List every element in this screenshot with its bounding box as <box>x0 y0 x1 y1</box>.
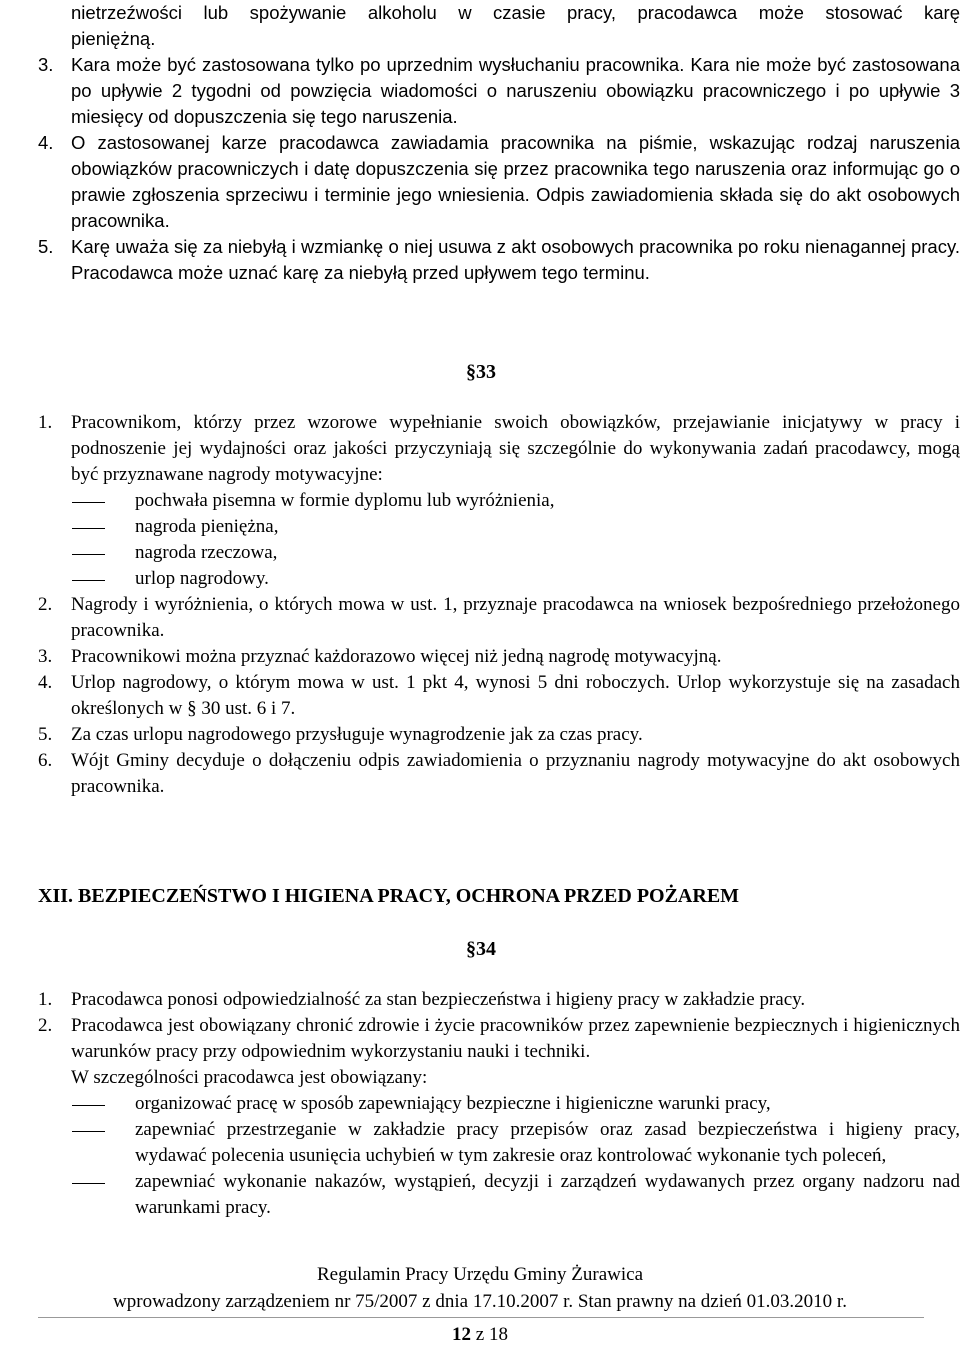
item-number: 4. <box>38 672 53 693</box>
list-item <box>38 644 960 670</box>
item-text: Nagrody i wyróżnienia, o których mowa w ust. 1, przyznaje pracodawca na wniosek bezpośredniego przełożonego pracownika. <box>71 594 960 641</box>
award-item <box>72 488 960 514</box>
continued-line-2: pieniężną. <box>71 28 156 49</box>
item-text: Karę uważa się za niebyłą i wzmiankę o niej usuwa z akt osobowych pracownika po roku nienagannej pracy. Pracodawca może uznać karę za niebyłą przed upływem tego terminu. <box>71 236 960 283</box>
list-item <box>38 670 960 722</box>
item-text <box>71 1013 960 1091</box>
duty-text: organizować pracę w sposób zapewniający bezpieczne i higieniczne warunki pracy, <box>135 1093 771 1114</box>
list-item <box>38 1013 960 1091</box>
duty-item <box>72 1169 960 1221</box>
footer-subtitle: wprowadzony zarządzeniem nr 75/2007 z dnia 17.10.2007 r. Stan prawny na dzień 01.03.2010 r. <box>113 1291 847 1312</box>
item-number: 3. <box>38 54 54 75</box>
dash-marker <box>72 1169 135 1195</box>
page-total: 18 <box>488 1324 508 1345</box>
page-separator: z <box>475 1324 485 1345</box>
duties-list <box>72 1091 960 1221</box>
dash-marker <box>72 566 135 592</box>
item-number: 2. <box>38 594 53 615</box>
award-text: urlop nagrodowy. <box>135 568 269 589</box>
awards-list <box>72 488 960 592</box>
award-text: pochwała pisemna w formie dyplomu lub wyróżnienia, <box>135 490 555 511</box>
item-number: 1. <box>38 412 53 433</box>
item-text: Wójt Gminy decyduje o dołączeniu odpis zawiadomienia o przyznaniu nagrody motywacyjne do akt osobowych pracownika. <box>71 750 960 797</box>
item-number: 6. <box>38 750 53 771</box>
award-text: nagroda rzeczowa, <box>135 542 278 563</box>
item-text-part: Pracodawca jest obowiązany chronić zdrowie i życie pracowników przez zapewnienie bezpiecznych i higienicznych warunków pracy przy odpowiednim wykorzystaniu nauki i techniki. <box>71 1015 960 1062</box>
footer-title: Regulamin Pracy Urzędu Gminy Żurawica <box>316 1264 644 1285</box>
dash-marker <box>72 1091 135 1117</box>
item-number: 4. <box>38 132 54 153</box>
award-text: nagroda pieniężna, <box>135 516 279 537</box>
continued-text <box>38 0 960 26</box>
item-text: Za czas urlopu nagrodowego przysługuje wynagrodzenie jak za czas pracy. <box>71 724 643 745</box>
item-text: Pracownikom, którzy przez wzorowe wypełnianie swoich obowiązków, przejawianie inicjatywy w pracy i podnoszenie jej wydajności oraz jakości przyczyniają się szczególnie do wykonywania zadań pracodawcy, mogą być przyznawane nagrody motywacyjne: <box>71 412 960 485</box>
page-current: 12 <box>452 1324 472 1345</box>
award-item <box>72 514 960 540</box>
dash-marker <box>72 488 135 514</box>
list-item <box>38 234 960 286</box>
item-text: Pracodawca ponosi odpowiedzialność za stan bezpieczeństwa i higieny pracy w zakładzie pracy. <box>71 989 806 1010</box>
continued-text-2 <box>38 26 960 52</box>
list-item <box>38 52 960 130</box>
section-heading-33: §33 <box>466 361 496 383</box>
item-text: Urlop nagrodowy, o którym mowa w ust. 1 pkt 4, wynosi 5 dni roboczych. Urlop wykorzystuje się na zasadach określonych w § 30 ust. 6 i 7. <box>71 672 960 719</box>
duty-text: zapewniać wykonanie nakazów, wystąpień, decyzji i zarządzeń wydawanych przez organy nadzoru nad warunkami pracy. <box>135 1171 960 1218</box>
item-text: O zastosowanej karze pracodawca zawiadamia pracownika na piśmie, wskazując rodzaj naruszenia obowiązków pracowniczych i datę dopuszczenia się przez pracownika tego naruszenia oraz informując go o prawie zgłoszenia sprzeciwu i terminie jego wniesienia. Odpis zawiadomienia składa się do akt osobowych pracownika. <box>71 132 960 231</box>
duty-item <box>72 1091 960 1117</box>
dash-marker <box>72 514 135 540</box>
continued-list <box>38 0 960 286</box>
item-number: 2. <box>38 1015 53 1036</box>
item-text: Kara może być zastosowana tylko po uprzednim wysłuchaniu pracownika. Kara nie może być zastosowana po upływie 2 tygodni od powzięcia wiadomości o naruszeniu obowiązku pracowniczego i po upływie 3 miesięcy od dopuszczenia się tego naruszenia. <box>71 54 960 127</box>
duty-text: zapewniać przestrzeganie w zakładzie pracy przepisów oraz zasad bezpieczeństwa i higieny pracy, wydawać polecenia usunięcia uchybień w tym zakresie oraz kontrolować wykonanie tych poleceń, <box>135 1119 960 1166</box>
duty-item <box>72 1117 960 1169</box>
list-item <box>38 748 960 800</box>
award-item <box>72 566 960 592</box>
page-number <box>0 1322 960 1348</box>
dash-marker <box>72 540 135 566</box>
award-item <box>72 540 960 566</box>
item-number: 3. <box>38 646 53 667</box>
list-item <box>38 130 960 234</box>
item-number: 5. <box>38 236 54 257</box>
section-34-list <box>38 987 960 1221</box>
item-number: 5. <box>38 724 53 745</box>
dash-marker <box>72 1117 135 1143</box>
chapter-heading: XII. BEZPIECZEŃSTWO I HIGIENA PRACY, OCHRONA PRZED POŻAREM <box>38 885 740 907</box>
item-number: 1. <box>38 989 53 1010</box>
item-text: Pracownikowi można przyznać każdorazowo więcej niż jedną nagrodę motywacyjną. <box>71 646 722 667</box>
section-heading-34: §34 <box>466 938 496 960</box>
list-item <box>38 987 960 1013</box>
list-item <box>38 722 960 748</box>
section-33-list <box>38 410 960 800</box>
item-text-part: W szczególności pracodawca jest obowiązany: <box>71 1067 428 1088</box>
continued-line-1: nietrzeźwości lub spożywanie alkoholu w czasie pracy, pracodawca może stosować karę <box>71 2 960 23</box>
list-item <box>38 410 960 488</box>
footer-divider <box>38 1317 924 1318</box>
list-item <box>38 592 960 644</box>
